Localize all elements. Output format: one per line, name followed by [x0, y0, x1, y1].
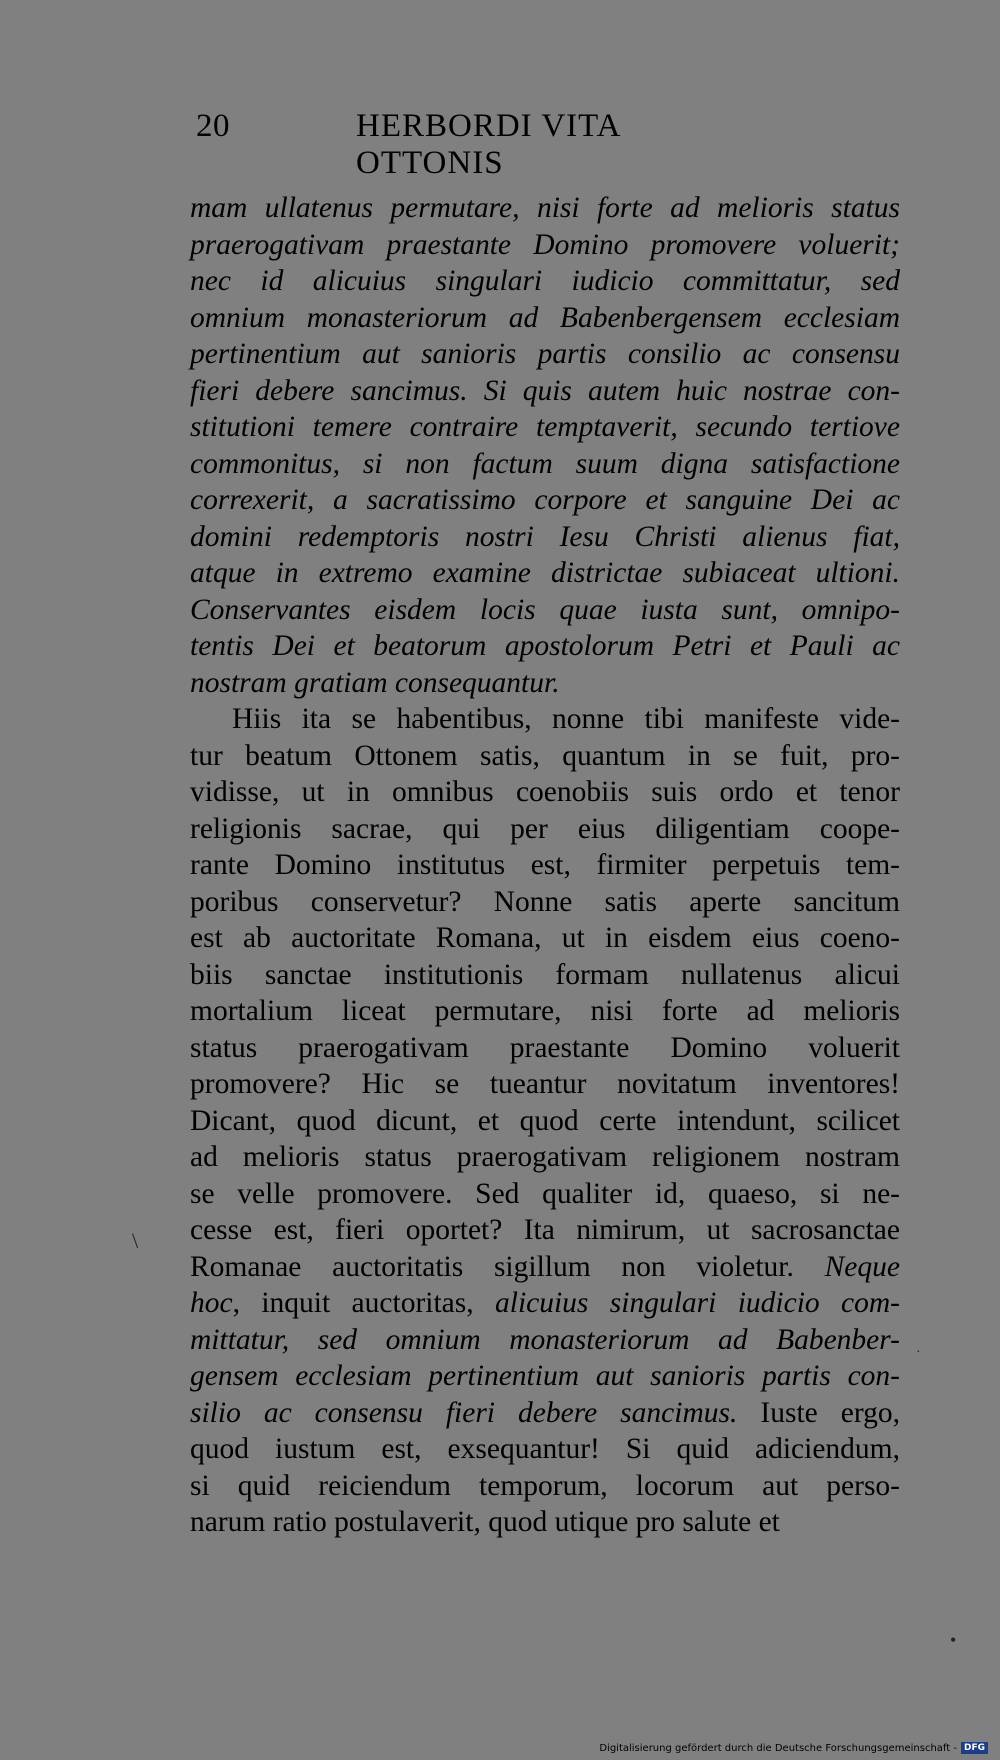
- text-segment: Hiis ita se habentibus, nonne tibi manifeste vide-: [232, 703, 900, 735]
- text-line: [190, 1504, 900, 1541]
- text-segment: rante Domino institutus est, firmiter perpetuis tem-: [190, 849, 900, 881]
- text-segment: gensem ecclesiam pertinentium aut sanioris partis con-: [190, 1360, 900, 1392]
- text-segment: est ab auctoritate Romana, ut in eisdem eius coeno-: [190, 922, 900, 954]
- text-line: [190, 1066, 900, 1103]
- text-segment: status praerogativam praestante Domino voluerit: [190, 1031, 900, 1064]
- page-body: [190, 190, 900, 1610]
- text-segment: Dicant, quod dicunt, et quod certe intendunt, scilicet: [190, 1104, 900, 1137]
- text-line: [190, 1431, 900, 1468]
- credit-text: Digitalisierung gefördert durch die Deutsche Forschungsgemeinschaft -: [599, 1742, 957, 1754]
- text-line: [190, 555, 900, 592]
- text-line: [190, 920, 900, 957]
- margin-dot: •: [950, 1630, 957, 1650]
- text-segment: biis sanctae institutionis formam nullatenus alicui: [190, 958, 900, 991]
- text-segment: correxerit, a sacratissimo corpore et sanguine Dei ac: [190, 484, 900, 516]
- text-segment: poribus conservetur? Nonne satis aperte sancitum: [190, 885, 900, 918]
- dfg-logo: DFG: [961, 1742, 988, 1754]
- text-segment: tur beatum Ottonem satis, quantum in se fuit, pro-: [190, 739, 900, 772]
- text-line: [190, 300, 900, 337]
- text-segment: omnium monasteriorum ad Babenbergensem ecclesiam: [190, 301, 900, 334]
- text-line: [190, 1322, 900, 1359]
- text-line: [190, 774, 900, 811]
- text-line: [190, 1212, 900, 1249]
- text-line: [190, 701, 900, 738]
- text-segment: nostram gratiam consequantur.: [190, 666, 560, 699]
- text-line: [190, 1285, 900, 1322]
- digitization-credit: [599, 1742, 988, 1754]
- text-line: [190, 409, 900, 446]
- text-segment: atque in extremo examine districtae subiaceat ultioni.: [190, 557, 900, 589]
- margin-dot: ·: [916, 1345, 921, 1360]
- text-segment: Conservantes eisdem locis quae iusta sunt, omnipo-: [190, 593, 900, 626]
- text-line: [190, 373, 900, 410]
- text-line: [190, 811, 900, 848]
- text-segment: narum ratio postulaverit, quod utique pro salute et: [190, 1506, 780, 1538]
- page-header: [196, 108, 756, 181]
- text-line: [190, 592, 900, 629]
- text-line: [190, 628, 900, 665]
- text-line: [190, 446, 900, 483]
- page-number: 20: [196, 108, 230, 144]
- text-line: [190, 1358, 900, 1395]
- margin-mark: \: [132, 1228, 139, 1253]
- text-segment: religionis sacrae, qui per eius diligentiam coope-: [190, 812, 900, 845]
- text-line: [190, 482, 900, 519]
- text-line: [190, 263, 900, 300]
- text-segment: nec id alicuius singulari iudicio committatur, sed: [190, 265, 900, 297]
- text-segment: cesse est, fieri oportet? Ita nimirum, ut sacrosanctae: [190, 1214, 900, 1246]
- text-line: [190, 1249, 900, 1286]
- text-line: [190, 190, 900, 227]
- text-line: [190, 1103, 900, 1140]
- text-line: [190, 1176, 900, 1213]
- text-line: [190, 738, 900, 775]
- text-line: [190, 519, 900, 556]
- text-line: [190, 665, 900, 702]
- text-segment: mortalium liceat permutare, nisi forte ad melioris: [190, 995, 900, 1027]
- text-segment: stitutioni temere contraire temptaverit, secundo tertiove: [190, 411, 900, 443]
- text-segment: se velle promovere. Sed qualiter id, quaeso, si ne-: [190, 1177, 900, 1210]
- text-segment: pertinentium aut sanioris partis consilio ac consensu: [190, 338, 900, 370]
- running-title: HERBORDI VITA OTTONIS: [356, 108, 620, 181]
- text-segment: domini redemptoris nostri Iesu Christi alienus fiat,: [190, 520, 900, 553]
- text-line: [190, 1139, 900, 1176]
- text-segment: Neque: [824, 1250, 900, 1283]
- text-line: [190, 1395, 900, 1432]
- text-segment: praerogativam praestante Domino promovere voluerit;: [190, 228, 900, 261]
- text-line: [190, 957, 900, 994]
- text-segment: , inquit auctoritas,: [232, 1287, 495, 1319]
- text-segment: tentis Dei et beatorum apostolorum Petri et Pauli ac: [190, 630, 900, 662]
- text-line: [190, 993, 900, 1030]
- text-segment: hoc: [190, 1287, 233, 1319]
- text-segment: alicuius singulari iudicio com-: [495, 1287, 900, 1319]
- text-segment: commonitus, si non factum suum digna satisfactione: [190, 447, 900, 480]
- text-segment: promovere? Hic se tueantur novitatum inventores!: [190, 1068, 900, 1100]
- text-line: [190, 884, 900, 921]
- text-line: [190, 1030, 900, 1067]
- text-segment: ad melioris status praerogativam religionem nostram: [190, 1141, 900, 1173]
- text-segment: quod iustum est, exsequantur! Si quid adiciendum,: [190, 1433, 900, 1465]
- text-segment: mam ullatenus permutare, nisi forte ad melioris status: [190, 192, 900, 224]
- text-segment: mittatur, sed omnium monasteriorum ad Babenber-: [190, 1323, 900, 1356]
- text-segment: Iuste ergo,: [737, 1396, 900, 1429]
- text-line: [190, 847, 900, 884]
- text-segment: vidisse, ut in omnibus coenobiis suis ordo et tenor: [190, 776, 900, 808]
- text-line: [190, 1468, 900, 1505]
- text-segment: si quid reiciendum temporum, locorum aut perso-: [190, 1469, 900, 1502]
- text-segment: fieri debere sancimus. Si quis autem huic nostrae con-: [190, 374, 900, 407]
- text-segment: Romanae auctoritatis sigillum non violetur.: [190, 1250, 825, 1283]
- text-segment: silio ac consensu fieri debere sancimus.: [190, 1396, 738, 1429]
- text-line: [190, 227, 900, 264]
- text-line: [190, 336, 900, 373]
